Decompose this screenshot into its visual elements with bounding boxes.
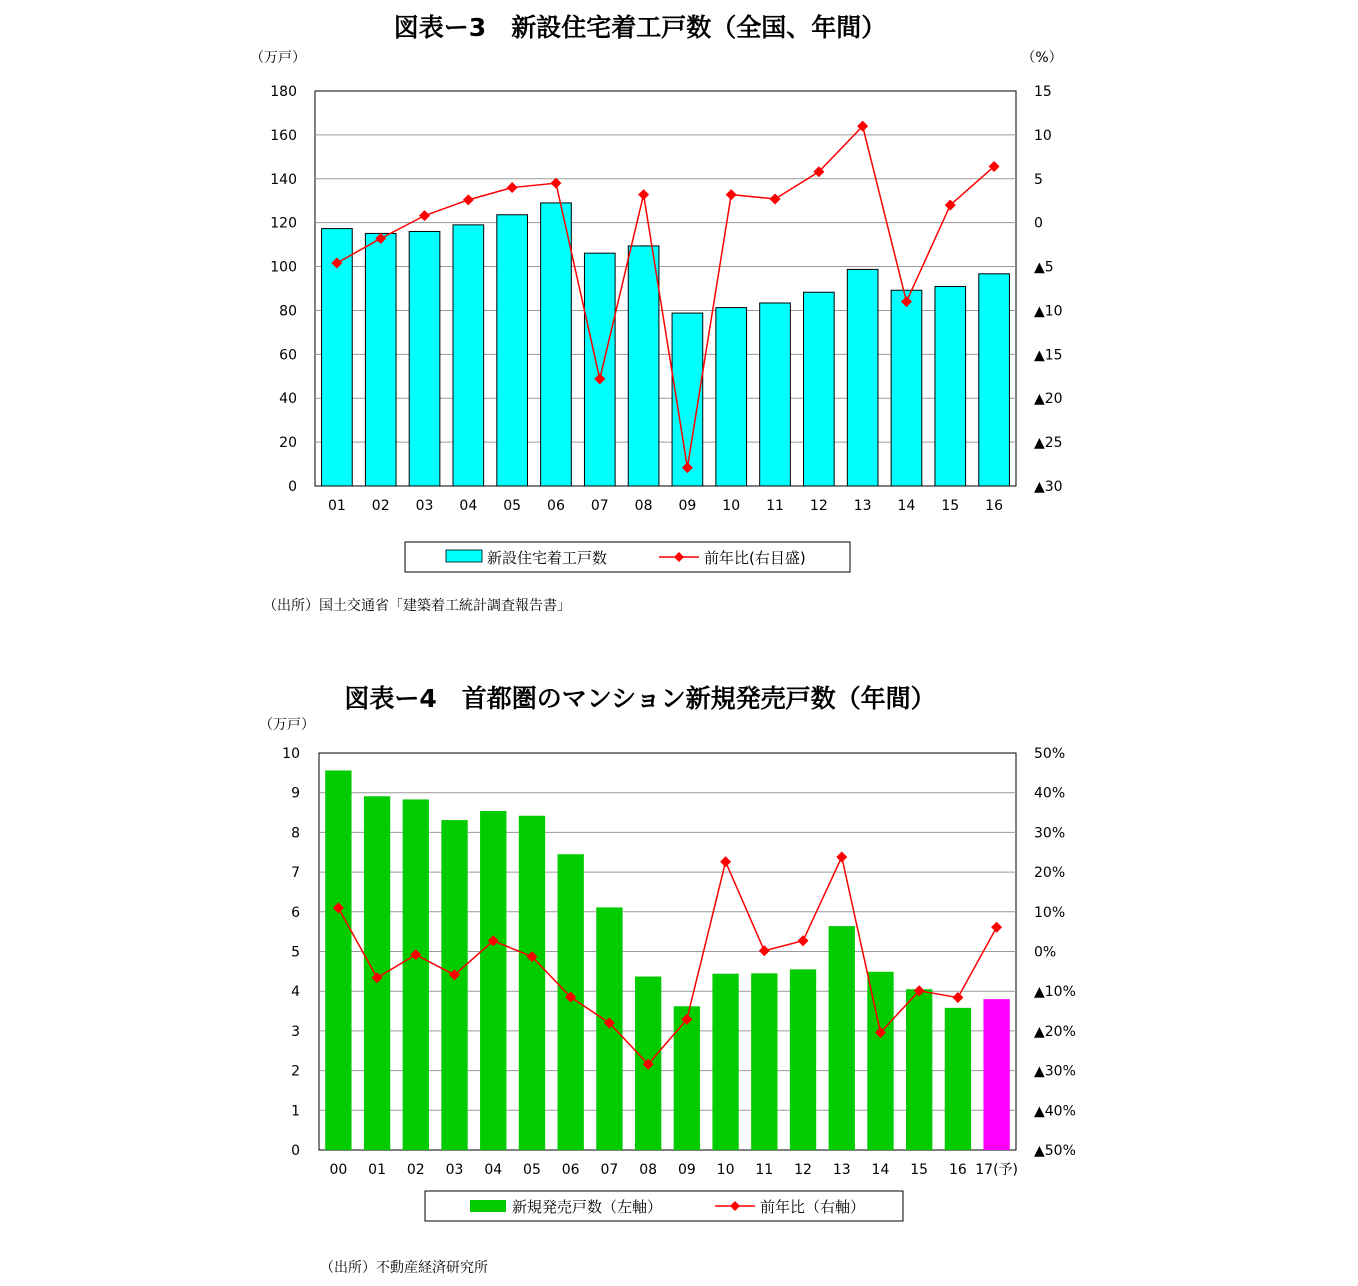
bar: [979, 274, 1010, 486]
y2-axis-ticks: [1034, 746, 1076, 1159]
x-tick-label: 11: [766, 498, 784, 514]
legend-line-label: 前年比(右目盛): [704, 549, 806, 567]
x-tick-label: 15: [910, 1162, 929, 1178]
y2-tick-label: ▲40%: [1034, 1103, 1076, 1120]
y2-tick-label: ▲20: [1034, 391, 1063, 408]
x-tick-label: 14: [897, 498, 916, 514]
bar: [891, 290, 922, 486]
legend: [425, 1191, 903, 1221]
y-tick-label: 8: [291, 825, 300, 842]
bar: [584, 253, 615, 486]
x-tick-label: 06: [547, 498, 565, 514]
bar: [497, 215, 528, 486]
y2-tick-label: ▲30%: [1034, 1063, 1076, 1080]
bar: [716, 308, 747, 486]
legend: [405, 542, 850, 572]
chart-title: 図表ー3 新設住宅着工戸数（全国、年間）: [393, 13, 887, 42]
y2-tick-label: 0: [1034, 215, 1043, 232]
bar: [751, 973, 777, 1150]
y2-tick-label: ▲5: [1034, 259, 1054, 276]
x-tick-label: 02: [406, 1162, 425, 1178]
bar: [519, 816, 545, 1150]
y-tick-label: 20: [279, 435, 297, 452]
y2-tick-label: ▲25: [1034, 435, 1063, 452]
y2-tick-label: 30%: [1034, 825, 1066, 842]
x-tick-label: 03: [445, 1162, 464, 1178]
x-tick-label: 15: [941, 498, 960, 514]
x-tick-label: 02: [371, 498, 390, 514]
y-axis-ticks: [270, 84, 297, 495]
y2-tick-label: ▲15: [1034, 347, 1063, 364]
bar: [325, 770, 351, 1150]
y2-tick-label: 50%: [1034, 746, 1066, 762]
bar: [441, 820, 467, 1150]
chart-condo-launches: [0, 640, 1358, 1286]
bar: [760, 303, 791, 486]
x-tick-label: 03: [415, 498, 434, 514]
x-tick-label: 13: [853, 498, 872, 514]
y-axis-ticks: [282, 746, 300, 1159]
y-tick-label: 9: [291, 785, 300, 802]
x-tick-label: 11: [755, 1162, 774, 1178]
bar: [935, 287, 966, 486]
y-tick-label: 6: [291, 904, 300, 921]
source-note: （出所）不動産経済研究所: [320, 1260, 488, 1276]
x-axis-ticks: [329, 1162, 1018, 1178]
y-tick-label: 7: [291, 865, 300, 882]
x-tick-label: 13: [832, 1162, 851, 1178]
y-tick-label: 4: [291, 984, 300, 1001]
y2-tick-label: ▲50%: [1034, 1143, 1076, 1159]
y2-tick-label: 10: [1034, 127, 1052, 144]
y-tick-label: 100: [270, 259, 297, 276]
bar: [945, 1008, 971, 1150]
y-tick-label: 3: [291, 1023, 300, 1040]
left-axis-unit: （万戸）: [259, 717, 315, 733]
x-tick-label: 06: [561, 1162, 580, 1178]
bar: [847, 269, 878, 486]
x-tick-label: 08: [634, 498, 653, 514]
x-tick-label: 07: [600, 1162, 619, 1178]
y2-tick-label: ▲10%: [1034, 984, 1076, 1001]
legend-line-label: 前年比（右軸）: [760, 1198, 866, 1216]
bar: [906, 989, 932, 1150]
y2-tick-label: 20%: [1034, 865, 1066, 882]
y2-tick-label: 10%: [1034, 904, 1066, 921]
y-tick-label: 1: [291, 1103, 300, 1120]
bar: [596, 907, 622, 1150]
y-tick-label: 40: [279, 391, 297, 408]
y2-tick-label: 15: [1034, 84, 1052, 100]
y2-tick-label: ▲10: [1034, 303, 1063, 320]
bar: [983, 999, 1009, 1150]
bar: [453, 225, 484, 486]
y2-tick-label: ▲20%: [1034, 1023, 1076, 1040]
bar: [804, 292, 835, 486]
x-tick-label: 01: [368, 1162, 386, 1178]
bar: [790, 969, 816, 1150]
x-tick-label: 07: [590, 498, 609, 514]
bar: [674, 1006, 700, 1150]
x-tick-label: 04: [484, 1162, 503, 1178]
y-tick-label: 10: [282, 746, 300, 762]
bar: [628, 246, 659, 486]
x-tick-label: 12: [809, 498, 828, 514]
x-tick-label: 01: [327, 498, 346, 514]
bar: [829, 926, 855, 1150]
bar: [365, 233, 396, 486]
bar: [541, 203, 572, 486]
source-note: （出所）国土交通省「建築着工統計調査報告書」: [263, 598, 571, 614]
x-tick-label: 09: [677, 1162, 696, 1178]
legend-bar-swatch: [470, 1200, 506, 1212]
right-axis-unit: （%）: [1021, 50, 1063, 66]
bar: [712, 974, 738, 1150]
y2-tick-label: 0%: [1034, 944, 1057, 961]
bar: [480, 811, 506, 1150]
x-axis-ticks: [328, 498, 1003, 514]
x-tick-label: 05: [503, 498, 522, 514]
y2-tick-label: 40%: [1034, 785, 1066, 802]
x-tick-label: 12: [794, 1162, 812, 1178]
x-tick-label: 04: [459, 498, 478, 514]
legend-bar-label: 新設住宅着工戸数: [487, 549, 608, 567]
y-tick-label: 80: [279, 303, 297, 320]
left-axis-unit: （万戸）: [250, 50, 306, 66]
bar: [867, 972, 893, 1150]
bar: [409, 231, 440, 486]
x-tick-label: 17(予): [975, 1162, 1019, 1178]
y-tick-label: 120: [270, 215, 297, 232]
x-tick-label: 05: [523, 1162, 541, 1178]
x-tick-label: 14: [871, 1162, 890, 1178]
y2-tick-label: ▲30: [1034, 479, 1063, 495]
legend-bar-label: 新規発売戸数（左軸）: [512, 1198, 663, 1216]
x-tick-label: 09: [678, 498, 697, 514]
y-tick-label: 0: [291, 1143, 300, 1159]
chart-housing-starts: [0, 0, 1358, 640]
legend-bar-swatch: [446, 550, 482, 562]
x-tick-label: 00: [329, 1162, 348, 1178]
y-tick-label: 180: [270, 84, 297, 100]
x-tick-label: 16: [949, 1162, 967, 1178]
x-tick-label: 10: [716, 1162, 735, 1178]
y2-tick-label: 5: [1034, 171, 1043, 188]
y2-axis-ticks: [1034, 84, 1063, 495]
x-tick-label: 10: [722, 498, 741, 514]
y-tick-label: 2: [291, 1063, 300, 1080]
x-tick-label: 16: [985, 498, 1004, 514]
chart-title: 図表ー4 首都圏のマンション新規発売戸数（年間）: [344, 684, 936, 713]
y-tick-label: 0: [288, 479, 297, 495]
bar: [403, 799, 429, 1150]
y-tick-label: 60: [279, 347, 297, 364]
x-tick-label: 08: [639, 1162, 658, 1178]
y-tick-label: 140: [270, 171, 297, 188]
y-tick-label: 160: [270, 127, 297, 144]
y-tick-label: 5: [291, 944, 300, 961]
